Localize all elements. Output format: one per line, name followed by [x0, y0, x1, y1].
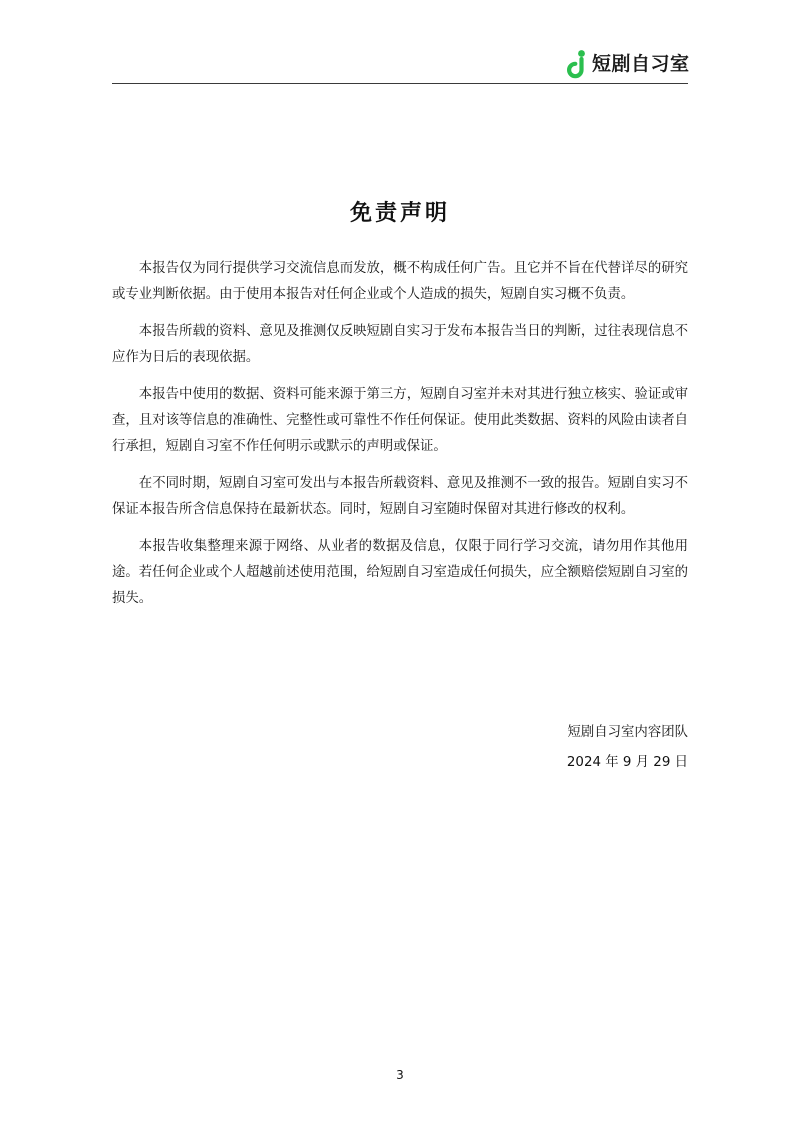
brand-logo — [566, 48, 690, 80]
signature-date: 2024 年 9 月 29 日 — [566, 755, 688, 770]
paragraph: 本报告所载的资料、意见及推测仅反映短剧自实习于发布本报告当日的判断，过往表现信息不应作为日后的表现依据。 — [112, 324, 688, 365]
paragraph: 本报告收集整理来源于网络、从业者的数据及信息，仅限于同行学习交流，请勿用作其他用途。若任何企业或个人超越前述使用范围，给短剧自习室造成任何损失，应全额赔偿短剧自习室的损失。 — [112, 539, 688, 606]
signature-block — [567, 718, 688, 778]
paragraph: 在不同时期，短剧自习室可发出与本报告所载资料、意见及推测不一致的报告。短剧自实习不保证本报告所含信息保持在最新状态。同时，短剧自习室随时保留对其进行修改的权利。 — [112, 476, 688, 517]
header-divider — [112, 83, 688, 84]
paragraph: 本报告中使用的数据、资料可能来源于第三方，短剧自习室并未对其进行独立核实、验证或审查，且对该等信息的准确性、完整性或可靠性不作任何保证。使用此类数据、资料的风险由读者自行承担，短剧自习室不作任何明示或默示的声明或保证。 — [112, 387, 688, 454]
page-number: 3 — [396, 1068, 404, 1082]
logo-text: 短剧自习室 — [592, 53, 690, 75]
page-title: 免责声明 — [349, 201, 450, 226]
logo-icon — [566, 49, 588, 79]
paragraph: 本报告仅为同行提供学习交流信息而发放，概不构成任何广告。且它并不旨在代替详尽的研究或专业判断依据。由于使用本报告对任何企业或个人造成的损失，短剧自实习概不负责。 — [112, 261, 688, 302]
signature-team: 短剧自习室内容团队 — [567, 725, 688, 740]
disclaimer-body — [112, 256, 688, 623]
